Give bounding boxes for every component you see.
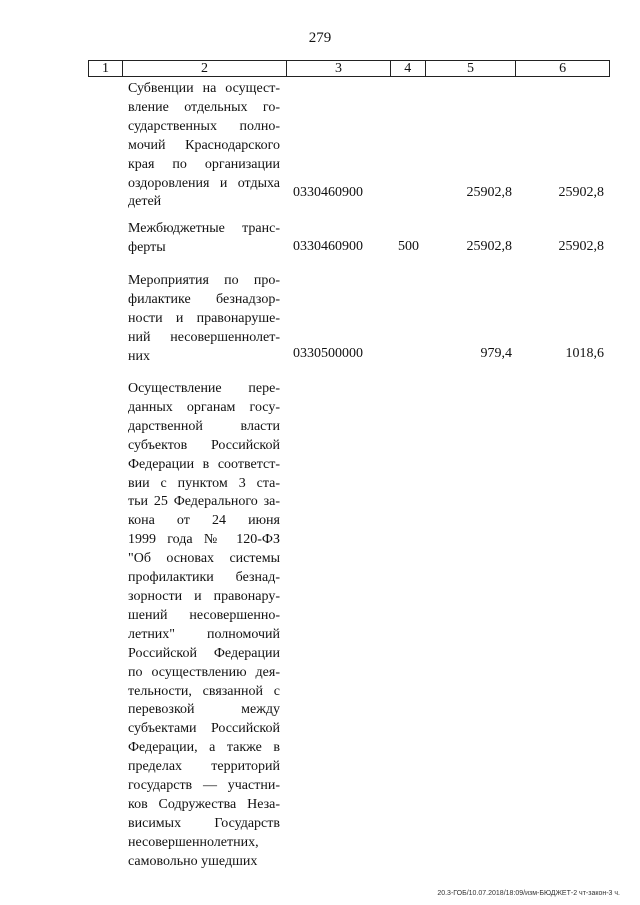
description-line: 1999 года № 120-ФЗ [128, 532, 280, 548]
row-description [128, 220, 280, 258]
description-line: субъектов Российской [128, 437, 280, 453]
description-line: Осуществление пере- [128, 381, 280, 396]
description-line: оздоровления и отдыха [128, 175, 280, 191]
header-cell-3: 3 [287, 61, 391, 76]
description-line: субъектами Российской [128, 721, 280, 737]
description-line: перевозкой между [128, 702, 280, 718]
row-value-col6: 25902,8 [558, 185, 604, 200]
row-description [128, 272, 280, 367]
row-code: 0330500000 [293, 346, 363, 361]
header-cell-6: 6 [559, 61, 567, 76]
description-line: тельности, связанной с [128, 683, 280, 699]
description-line: Федерации в соответст- [128, 456, 280, 472]
description-line: государств — участни- [128, 778, 280, 794]
description-line: вии с пунктом 3 ста- [128, 475, 280, 491]
description-line: сударственных полно- [128, 118, 280, 134]
row-value-col6: 25902,8 [558, 239, 604, 254]
description-line: дарственной власти [128, 418, 280, 434]
row-code: 0330460900 [293, 185, 363, 200]
row-value-col6: 1018,6 [565, 346, 604, 361]
table-header-row [88, 60, 610, 77]
description-line: летних" полномочий [128, 626, 280, 642]
header-cell-1: 1 [89, 61, 123, 76]
description-line: по осуществлению дея- [128, 664, 280, 680]
description-line: края по организации [128, 156, 280, 172]
row-value-col5: 25902,8 [466, 239, 512, 254]
description-line: несовершеннолетних, [128, 834, 259, 850]
description-line: Мероприятия по про- [128, 273, 280, 288]
description-line: висимых Государств [128, 815, 280, 831]
row-value-col5: 25902,8 [466, 185, 512, 200]
description-line: зорности и правонару- [128, 588, 280, 604]
description-line: самовольно ушедших [128, 853, 258, 869]
description-line: филактике безнадзор- [128, 291, 280, 307]
description-line: Межбюджетные транс- [128, 221, 280, 236]
description-line: Федерации, а также в [128, 740, 280, 756]
row-description [128, 380, 280, 872]
description-line: детей [128, 194, 162, 210]
description-line: ков Содружества Неза- [128, 796, 280, 812]
row-code: 0330460900 [293, 239, 363, 254]
description-line: тьи 25 Федерального за- [128, 494, 280, 510]
description-line: шений несовершенно- [128, 607, 280, 623]
header-cell-4: 4 [391, 61, 426, 76]
description-line: данных органам госу- [128, 399, 280, 415]
header-cell-5: 5 [426, 61, 517, 76]
description-line: ний несовершеннолет- [128, 329, 280, 345]
row-expense-type: 500 [398, 239, 419, 254]
description-line: мочий Краснодарского [128, 137, 280, 153]
page-number: 279 [308, 30, 332, 46]
description-line: Российской Федерации [128, 645, 280, 661]
header-cell-2: 2 [123, 61, 287, 76]
description-line: ности и правонаруше- [128, 310, 280, 326]
row-value-col5: 979,4 [480, 346, 512, 361]
description-line: профилактики безнад- [128, 570, 280, 586]
description-line: них [128, 348, 150, 364]
description-line: вление отдельных го- [128, 99, 280, 115]
description-line: пределах территорий [128, 759, 280, 775]
description-line: "Об основах системы [128, 551, 280, 567]
footer-note: 20.3-ГОБ/10.07.2018/18:09/изм-БЮДЖЕТ-2 чт-закон-3 ч. [437, 890, 620, 897]
description-line: ферты [128, 239, 166, 255]
row-description [128, 80, 280, 212]
description-line: Субвенции на осущест- [128, 81, 280, 96]
description-line: кона от 24 июня [128, 513, 280, 529]
